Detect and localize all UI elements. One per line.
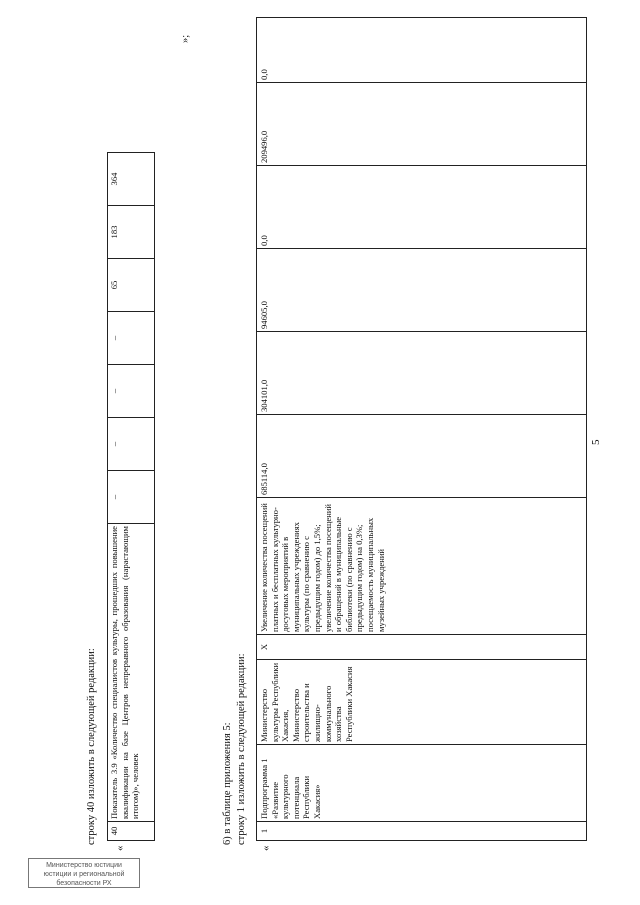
table-row [257, 18, 587, 841]
stamp-line: юстиции и региональной [43, 871, 125, 878]
indicator-description-cell: Показатель 3.9 «Количество специалистов культуры, прошедших повышение квалификации на базе Центров непрерывного образования (нарастающим итогом)», человек [108, 524, 155, 822]
opening-quote: « [114, 845, 126, 851]
x-mark-cell: Х [257, 635, 587, 660]
value-cell: 94605,0 [257, 249, 587, 332]
closing-quote: »; [180, 34, 191, 43]
value-cell: 304101,0 [257, 332, 587, 415]
value-cell: 209496,0 [257, 83, 587, 166]
value-cell: 0,0 [257, 166, 587, 249]
value-cell: 183 [108, 206, 155, 259]
row-number-cell: 40 [108, 822, 155, 841]
value-cell: – [108, 365, 155, 418]
stamp-line: безопасности РХ [56, 880, 112, 887]
amendment-instruction-row1: строку 1 изложить в следующей редакции: [236, 653, 247, 845]
value-cell: – [108, 418, 155, 471]
executor-cell: Министерство культуры Республики Хакасия, Министерство строительства и жилищно-коммунального хозяйства Республики Хакасия [257, 660, 587, 745]
value-cell: – [108, 471, 155, 524]
value-cell: 65 [108, 259, 155, 312]
page-number: 5 [590, 439, 602, 445]
expected-result-cell: Увеличение количества посещений платных и бесплатных культурно-досуговых мероприятий в муниципальных учреждениях культуры (по сравнению с предыдущим годом) до 1,5%; увеличение количества посещений и обращений в муниципальные библиотеки (по сравнению с предыдущим годом) на 0,3%; посещаемость муниципальных музейных учреждений [257, 498, 587, 635]
value-cell: – [108, 312, 155, 365]
row-number-cell: 1 [257, 822, 587, 841]
subprogram-name-cell: Подпрограмма 1 «Развитие культурного потенциала Республики Хакасия» [257, 745, 587, 822]
amendment-instruction-row40: строку 40 изложить в следующей редакции: [86, 648, 97, 845]
opening-quote-2: « [260, 845, 272, 851]
value-cell: 0,0 [257, 18, 587, 83]
table-row [108, 153, 155, 841]
stamp-line: Министерство юстиции [46, 862, 122, 869]
value-cell: 364 [108, 153, 155, 206]
table-row1 [256, 17, 587, 841]
total-value-cell: 685114,0 [257, 415, 587, 498]
table-row40 [107, 152, 155, 841]
amendment-item-6: 6) в таблице приложения 5: [222, 722, 233, 845]
